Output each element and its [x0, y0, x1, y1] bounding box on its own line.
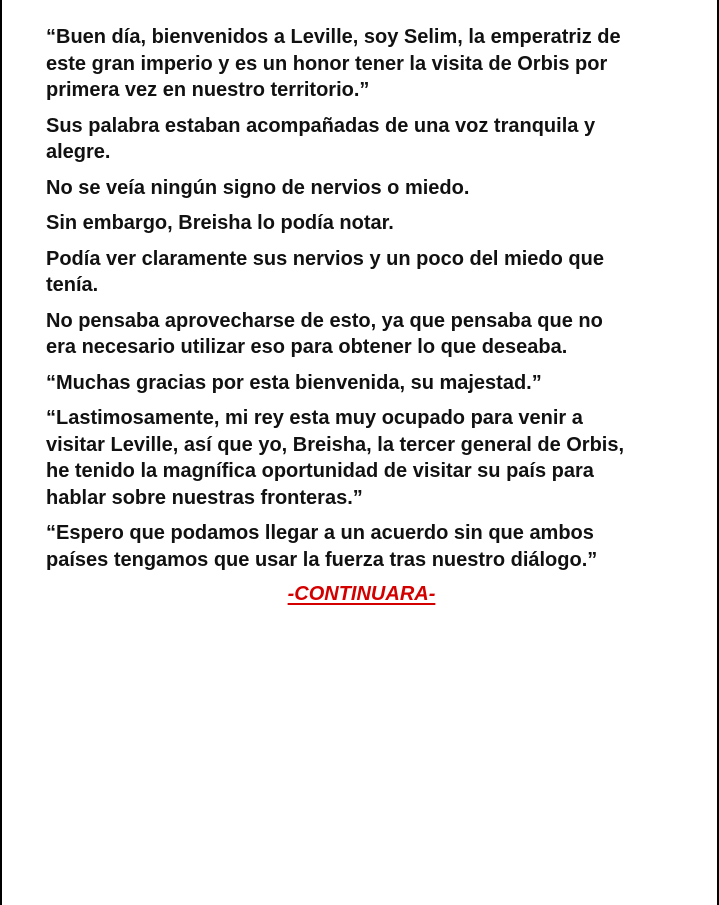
paragraph-4: Sin embargo, Breisha lo podía notar.	[46, 212, 394, 234]
paragraph-2: Sus palabra estaban acompañadas de una voz tranquila y alegre.	[46, 114, 596, 163]
paragraph-7: “Muchas gracias por esta bienvenida, su majestad.”	[46, 371, 542, 394]
continuara-label: -CONTINUARA-	[287, 583, 436, 605]
paragraph-8: “Lastimosamente, mi rey esta muy ocupado para venir a visitar Leville, así que yo, Breisha, la tercer general de Orbis, he tenido la magnífica oportunidad de visitar su país para hablar sobre nuestras fronteras.”	[46, 407, 625, 509]
paragraph-1: “Buen día, bienvenidos a Leville, soy Selim, la emperatriz de este gran imperio y es un honor tener la visita de Orbis por primera vez en nuestro territorio.”	[46, 26, 621, 101]
story-text	[46, 24, 686, 582]
paragraph-6: No pensaba aprovecharse de esto, ya que pensaba que no era necesario utilizar eso para obtener lo que deseaba.	[46, 309, 603, 358]
paragraph-9: “Espero que podamos llegar a un acuerdo sin que ambos países tengamos que usar la fuerza tras nuestro diálogo.”	[46, 522, 598, 571]
paragraph-3: No se veía ningún signo de nervios o miedo.	[46, 176, 470, 199]
paragraph-5: Podía ver claramente sus nervios y un poco del miedo que tenía.	[46, 247, 604, 296]
